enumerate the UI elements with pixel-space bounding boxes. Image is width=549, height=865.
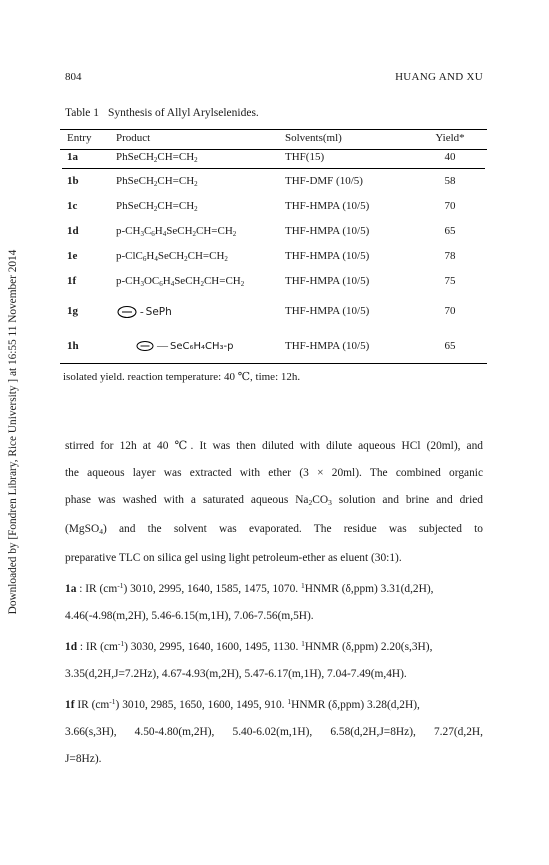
product-formula: $p-CH_3C_6H_4SeCH_2CH=CH_2$ xyxy=(116,225,237,238)
product-label: SeC₆H₄CH₃-p xyxy=(170,340,234,352)
paragraph-line: stirred for 12h at 40 ℃. It was then diluted with dilute aqueous HCl (20ml), and xyxy=(65,440,483,452)
solvent-value: THF-HMPA (10/5) xyxy=(285,275,370,287)
entry-id: 1h xyxy=(67,340,79,352)
download-watermark xyxy=(2,0,24,865)
solvent-value: THF-HMPA (10/5) xyxy=(285,200,370,212)
header-product: Product xyxy=(116,132,151,144)
yield-value: 40 xyxy=(444,151,456,163)
yield-value: 78 xyxy=(444,250,456,262)
table-top-rule xyxy=(60,129,487,130)
header-yield: Yield* xyxy=(435,132,465,144)
spectral-data-line: J=8Hz). xyxy=(65,753,102,765)
solvent-value: THF-HMPA (10/5) xyxy=(285,340,370,352)
spectral-data-1a: 1a : IR $(cm^{-1})$ 3010, 2995, 1640, 1585, 1475, 1070. $^1$HNMR (δ,ppm) 3.31(d,2H), xyxy=(65,581,434,595)
cyclopentadienyl-ring-icon xyxy=(116,305,138,319)
paragraph-line: phase was washed with a saturated aqueous $Na_2CO_3$ solution and brine and dried xyxy=(65,494,483,507)
spectral-data-line: 3.66(s,3H), 4.50-4.80(m,2H), 5.40-6.02(m,1H), 6.58(d,2H,J=8Hz), 7.27(d,2H, xyxy=(65,726,483,738)
table-row xyxy=(60,250,487,266)
entry-id: 1e xyxy=(67,250,78,262)
table-header-row xyxy=(60,132,487,148)
product-formula: $p-CH_3OC_6H_4SeCH_2CH=CH_2$ xyxy=(116,275,245,288)
entry-id: 1g xyxy=(67,305,78,317)
header-solvents: Solvents(ml) xyxy=(285,132,342,144)
table-row xyxy=(60,305,487,321)
row-divider xyxy=(62,168,485,169)
paragraph-line: (MgSO$_4$) and the solvent was evaporated. The residue was subjected to xyxy=(65,523,483,536)
yield-value: 70 xyxy=(444,305,456,317)
compound-id: 1d xyxy=(65,641,78,653)
download-notice: Downloaded by [Fondren Library, Rice University ] at 16:55 11 November 2014 xyxy=(7,249,19,615)
running-head-authors: HUANG AND XU xyxy=(395,71,483,83)
compound-id: 1a xyxy=(65,583,77,595)
table-row xyxy=(60,200,487,216)
solvent-value: THF-HMPA (10/5) xyxy=(285,250,370,262)
table-title: Synthesis of Allyl Arylselenides. xyxy=(108,107,259,119)
solvent-value: THF(15) xyxy=(285,151,325,163)
header-entry: Entry xyxy=(67,132,92,144)
product-formula: $p-ClC_6H_4SeCH_2CH=CH_2$ xyxy=(116,250,228,263)
product-formula: $PhSeCH_2CH=CH_2$ xyxy=(116,175,198,188)
product-structure: - SePh xyxy=(116,305,172,322)
solvent-value: THF-HMPA (10/5) xyxy=(285,305,370,317)
table-bottom-rule xyxy=(60,363,487,364)
table-row xyxy=(60,275,487,291)
product-structure: — SeC₆H₄CH₃-p xyxy=(135,340,234,355)
entry-id: 1f xyxy=(67,275,77,287)
table-header-rule xyxy=(60,149,487,150)
entry-id: 1d xyxy=(67,225,79,237)
compound-id: 1f xyxy=(65,699,75,711)
table-footnote: isolated yield. reaction temperature: 40 ℃, time: 12h. xyxy=(63,371,301,383)
solvent-value: THF-DMF (10/5) xyxy=(285,175,363,187)
spectral-data-1d: 1d : IR $(cm^{-1})$ 3030, 2995, 1640, 1600, 1495, 1130. $^1$HNMR (δ,ppm) 2.20(s,3H), xyxy=(65,639,433,653)
spectral-data-line: 3.35(d,2H,J=7.2Hz), 4.67-4.93(m,2H), 5.47-6.17(m,1H), 7.04-7.49(m,4H). xyxy=(65,668,407,680)
table-row xyxy=(60,175,487,191)
spectral-data-line: 4.46(-4.98(m,2H), 5.46-6.15(m,1H), 7.06-7.56(m,5H). xyxy=(65,610,314,622)
table-number: Table 1 xyxy=(65,107,100,119)
cyclopentadienyl-ring-icon xyxy=(135,340,155,352)
yield-value: 70 xyxy=(444,200,456,212)
entry-id: 1b xyxy=(67,175,79,187)
table-row xyxy=(60,340,487,356)
yield-value: 65 xyxy=(444,340,456,352)
product-formula: $PhSeCH_2CH=CH_2$ xyxy=(116,200,198,213)
table-row xyxy=(60,225,487,241)
solvent-value: THF-HMPA (10/5) xyxy=(285,225,370,237)
paragraph-line: the aqueous layer was extracted with ether (3 × 20ml). The combined organic xyxy=(65,467,483,479)
spectral-data-1f: 1f IR $(cm^{-1})$ 3010, 2985, 1650, 1600, 1495, 910. $^1$HNMR (δ,ppm) 3.28(d,2H), xyxy=(65,697,420,711)
yield-value: 65 xyxy=(444,225,456,237)
product-label: SePh xyxy=(145,306,172,318)
yield-value: 58 xyxy=(444,175,456,187)
body-text xyxy=(65,433,483,773)
table-row xyxy=(60,151,487,167)
paragraph-line: preparative TLC on silica gel using light petroleum-ether as eluent (30:1). xyxy=(65,552,402,564)
entry-id: 1c xyxy=(67,200,78,212)
table-caption xyxy=(65,107,259,119)
product-formula: $PhSeCH_2CH=CH_2$ xyxy=(116,151,198,164)
entry-id: 1a xyxy=(67,151,78,163)
page-number: 804 xyxy=(65,71,82,83)
yield-value: 75 xyxy=(444,275,456,287)
